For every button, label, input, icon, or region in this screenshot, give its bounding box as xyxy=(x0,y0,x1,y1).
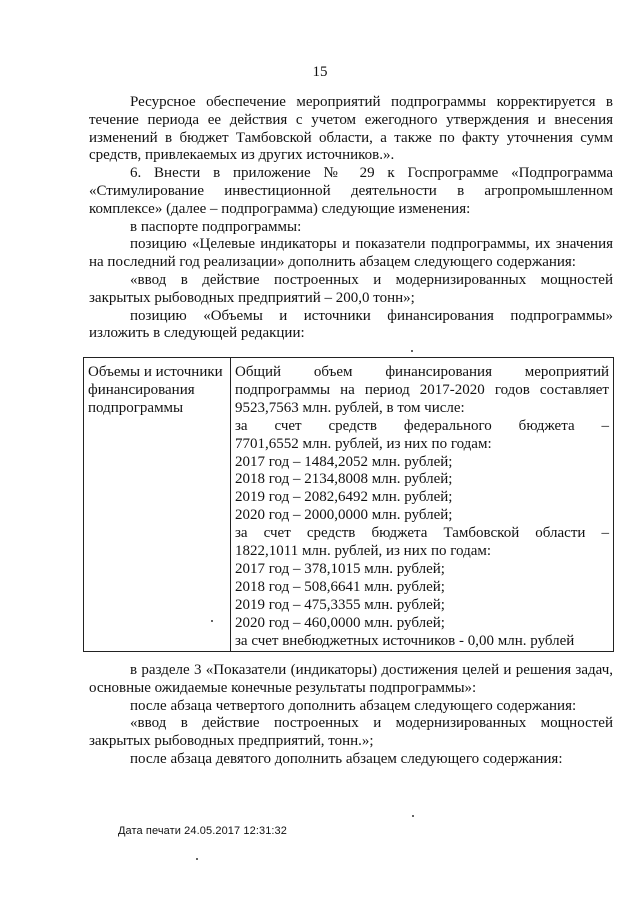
table-value-line: за счет средств бюджета Тамбовской области – xyxy=(235,525,609,542)
table-value-line: за счет внебюджетных источников - 0,00 млн. рублей xyxy=(235,632,575,649)
print-date-footer: Дата печати 24.05.2017 12:31:32 xyxy=(118,825,287,837)
table-value-line: 2019 год – 475,3355 млн. рублей; xyxy=(235,596,445,613)
paragraph: после абзаца девятого дополнить абзацем следующего содержания: xyxy=(130,750,563,767)
table-value-line: 2018 год – 2134,8008 млн. рублей; xyxy=(235,471,453,488)
page-number: 15 xyxy=(312,64,328,80)
table-label-cell xyxy=(84,358,231,652)
table-value-line: 2017 год – 1484,2052 млн. рублей; xyxy=(235,453,453,470)
table-value-line: 2019 год – 2082,6492 млн. рублей; xyxy=(235,489,453,506)
scan-speck xyxy=(211,620,213,622)
table-value-line: подпрограммы на период 2017-2020 годов составляет xyxy=(235,381,609,398)
financing-table xyxy=(83,357,614,652)
table-value-line: 2017 год – 378,1015 млн. рублей; xyxy=(235,560,445,577)
paragraph: в паспорте подпрограммы: xyxy=(130,218,302,235)
body-text-bottom xyxy=(89,662,613,769)
paragraph: «ввод в действие построенных и модернизированных мощностей закрытых рыбоводных предприятий, тонн.»; xyxy=(89,715,613,750)
table-value-line: Общий объем финансирования мероприятий xyxy=(235,364,609,380)
table-label-line: финансирования xyxy=(88,381,195,398)
paragraph: Ресурсное обеспечение мероприятий подпрограммы корректируется в течение периода ее действия с учетом ежегодного утверждения и внесения изменений в бюджет Тамбовской области, а также по факту уточнения сумм средств, привлекаемых из других источников.». xyxy=(89,94,613,164)
scan-speck xyxy=(412,815,414,817)
table-value-line: 2018 год – 508,6641 млн. рублей; xyxy=(235,578,445,595)
table-value-line: 7701,6552 млн. рублей, из них по годам: xyxy=(235,435,492,452)
scan-speck xyxy=(196,858,198,860)
paragraph: «ввод в действие построенных и модернизированных мощностей закрытых рыбоводных предприятий – 200,0 тонн»; xyxy=(89,271,613,306)
paragraph: позицию «Объемы и источники финансирования подпрограммы» изложить в следующей редакции: xyxy=(89,307,613,342)
table-value-line: 2020 год – 2000,0000 млн. рублей; xyxy=(235,507,453,524)
paragraph: позицию «Целевые индикаторы и показатели подпрограммы, их значения на последний год реализации» дополнить абзацем следующего содержания: xyxy=(89,236,613,271)
table-value-cell xyxy=(231,358,614,652)
paragraph: после абзаца четвертого дополнить абзацем следующего содержания: xyxy=(130,697,577,714)
table-row xyxy=(84,358,614,652)
table-value-line: 2020 год – 460,0000 млн. рублей; xyxy=(235,614,445,631)
table-label-line: подпрограммы xyxy=(88,399,184,416)
paragraph: 6. Внести в приложение № 29 к Госпрограмме «Подпрограмма «Стимулирование инвестиционной деятельности в агропромышленном комплексе» (далее – подпрограмма) следующие изменения: xyxy=(89,165,613,217)
table-value-line: 1822,1011 млн. рублей, из них по годам: xyxy=(235,543,492,560)
table-value-line: за счет средств федерального бюджета – xyxy=(235,417,609,434)
paragraph: в разделе 3 «Показатели (индикаторы) достижения целей и решения задач, основные ожидаемые конечные результаты подпрограммы»: xyxy=(89,662,613,696)
scan-speck xyxy=(411,350,413,352)
table-value-line: 9523,7563 млн. рублей, в том числе: xyxy=(235,399,465,416)
table-label-line: Объемы и источники xyxy=(88,364,223,380)
body-text-top xyxy=(89,94,613,343)
